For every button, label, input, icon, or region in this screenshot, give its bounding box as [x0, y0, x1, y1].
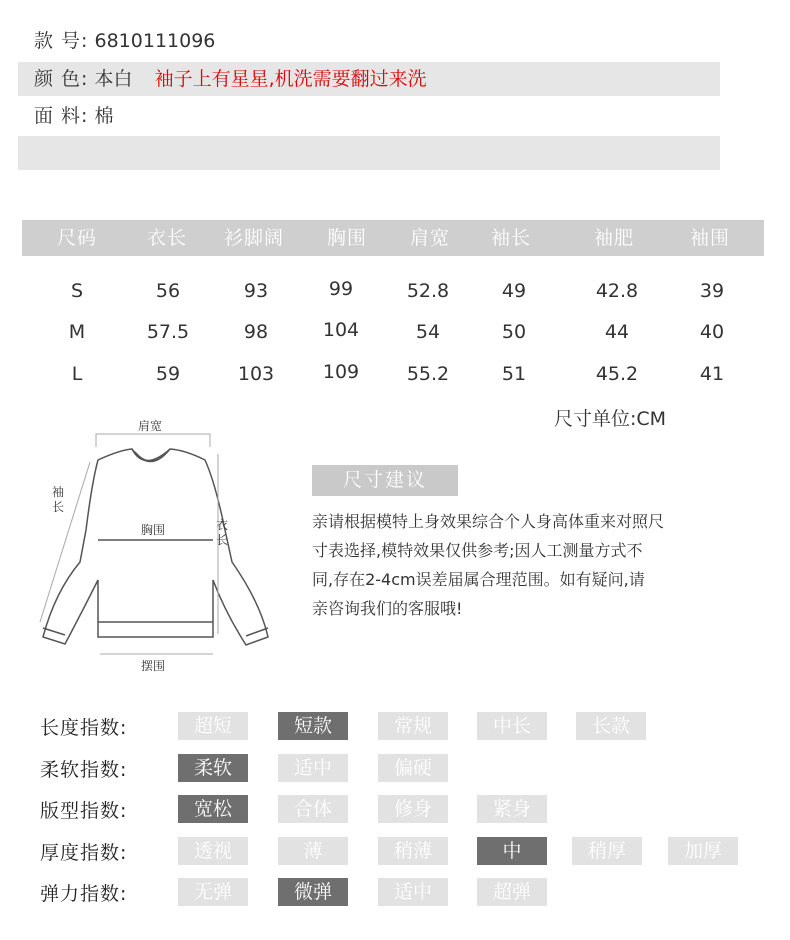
info-color	[34, 62, 427, 96]
header-cuff: 袖围	[689, 227, 730, 249]
suggestion-line: 亲请根据模特上身效果综合个人身高体重来对照尺	[312, 512, 665, 531]
suggestion-line: 寸表选择,模特效果仅供参考;因人工测量方式不	[312, 541, 643, 560]
fabric-label: 面 料:	[34, 105, 89, 127]
table-cell: 93	[243, 280, 269, 302]
table-cell: 98	[243, 321, 269, 343]
label-hem: 摆围	[141, 659, 166, 673]
header-shoulder: 肩宽	[409, 227, 450, 249]
color-care-note: 袖子上有星星,机洗需要翻过来洗	[154, 68, 427, 90]
option-chip: 薄	[278, 837, 348, 865]
option-chip: 适中	[378, 878, 448, 906]
table-cell: L	[71, 363, 83, 385]
option-chip: 加厚	[668, 837, 738, 865]
option-chip: 超短	[178, 712, 248, 740]
option-chip: 超弹	[477, 878, 547, 906]
color-label: 颜 色:	[34, 68, 89, 90]
index-label: 弹力指数:	[40, 883, 128, 905]
option-chip: 适中	[278, 754, 348, 782]
table-cell: 59	[155, 363, 181, 385]
table-cell: S	[70, 280, 84, 302]
suggestion-text	[312, 507, 732, 623]
header-sleeve-length: 袖长	[490, 227, 531, 249]
option-chip-selected: 微弹	[278, 878, 348, 906]
option-chip: 长款	[576, 712, 646, 740]
label-length-top: 衣	[216, 518, 229, 532]
label-sleeve-bottom: 长	[52, 500, 65, 514]
table-cell: 54	[415, 321, 441, 343]
table-cell: 41	[699, 363, 725, 385]
label-length-bottom: 长	[216, 533, 229, 547]
table-cell: 103	[237, 363, 275, 385]
table-cell: 99	[328, 278, 354, 300]
garment-diagram	[20, 412, 290, 682]
header-hem: 衫脚阔	[223, 227, 284, 249]
option-chip: 偏硬	[378, 754, 448, 782]
option-chip: 紧身	[477, 795, 547, 823]
table-cell: 50	[501, 321, 527, 343]
option-chip: 修身	[378, 795, 448, 823]
option-chip: 透视	[178, 837, 248, 865]
sweater-outline	[43, 449, 268, 645]
index-label: 厚度指数:	[40, 842, 128, 864]
option-chip-selected: 宽松	[178, 795, 248, 823]
index-label: 长度指数:	[40, 717, 128, 739]
style-value: 6810111096	[94, 30, 216, 52]
option-chip: 中长	[477, 712, 547, 740]
header-sleeve-width: 袖肥	[593, 227, 634, 249]
suggestion-line: 亲咨询我们的客服哦!	[312, 599, 463, 618]
option-chip-selected: 柔软	[178, 754, 248, 782]
table-cell: 57.5	[146, 321, 190, 343]
table-cell: 40	[699, 321, 725, 343]
table-cell: 44	[604, 321, 630, 343]
measure-lines	[40, 434, 218, 654]
table-cell: 55.2	[406, 363, 450, 385]
label-sleeve-top: 袖	[52, 485, 65, 499]
fabric-value: 棉	[94, 105, 114, 127]
option-chip-selected: 中	[477, 837, 547, 865]
label-shoulder: 肩宽	[138, 419, 163, 433]
header-chest: 胸围	[326, 227, 367, 249]
table-cell: 109	[322, 361, 360, 383]
table-cell: M	[68, 321, 86, 343]
option-chip: 常规	[378, 712, 448, 740]
table-cell: 52.8	[406, 280, 450, 302]
info-fabric	[34, 99, 114, 133]
index-label: 柔软指数:	[40, 759, 128, 781]
header-size: 尺码	[56, 227, 97, 249]
table-cell: 49	[501, 280, 527, 302]
table-cell: 56	[155, 280, 181, 302]
option-chip-selected: 短款	[278, 712, 348, 740]
size-table-header	[22, 220, 764, 256]
style-label: 款 号:	[34, 30, 89, 52]
label-chest: 胸围	[141, 523, 166, 537]
table-cell: 42.8	[595, 280, 639, 302]
size-unit: 尺寸单位:CM	[554, 408, 667, 430]
table-cell: 39	[699, 280, 725, 302]
suggestion-title: 尺寸建议	[312, 465, 458, 496]
info-style	[34, 24, 215, 58]
table-cell: 104	[322, 319, 360, 341]
table-cell: 51	[501, 363, 527, 385]
option-chip: 稍薄	[378, 837, 448, 865]
color-value: 本白	[94, 68, 133, 90]
info-row-fabric	[18, 99, 720, 133]
header-length: 衣长	[146, 227, 187, 249]
suggestion-line: 同,存在2-4cm误差届属合理范围。如有疑问,请	[312, 570, 645, 589]
index-label: 版型指数:	[40, 800, 128, 822]
option-chip: 合体	[278, 795, 348, 823]
option-chip: 无弹	[178, 878, 248, 906]
table-cell: 45.2	[595, 363, 639, 385]
option-chip: 稍厚	[572, 837, 642, 865]
info-row-empty	[18, 136, 720, 170]
